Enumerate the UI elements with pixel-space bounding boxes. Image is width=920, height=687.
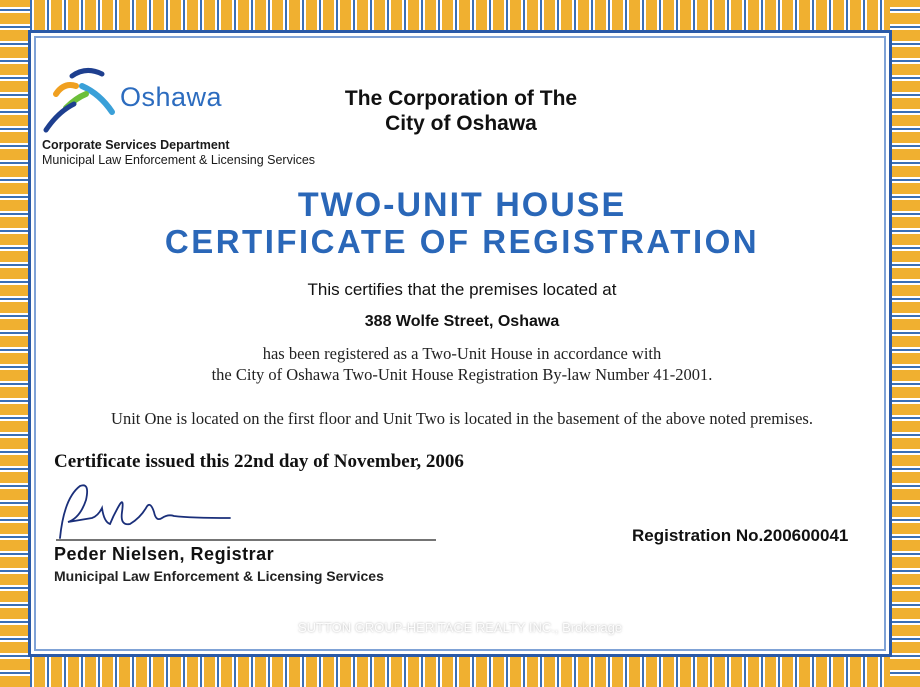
corporation-line2: City of Oshawa bbox=[385, 112, 537, 135]
registration-statement-line1: has been registered as a Two-Unit House in accordance with bbox=[262, 344, 662, 363]
certificate-title-line2: CERTIFICATE OF REGISTRATION bbox=[164, 223, 760, 260]
registration-statement bbox=[140, 343, 784, 385]
certificate-title-line1: TWO-UNIT HOUSE bbox=[297, 186, 627, 224]
department-name: Corporate Services Department bbox=[42, 138, 230, 152]
certificate-border-left bbox=[0, 0, 30, 687]
premises-address: 388 Wolfe Street, Oshawa bbox=[364, 313, 560, 330]
registrar-name: Peder Nielsen, Registrar bbox=[54, 544, 275, 564]
certificate-title bbox=[40, 186, 884, 260]
issue-date-statement: Certificate issued this 22nd day of November, 2006 bbox=[54, 451, 464, 472]
registrar-signature-icon bbox=[50, 478, 450, 548]
certificate-border-right bbox=[890, 0, 920, 687]
registrar-department: Municipal Law Enforcement & Licensing Services bbox=[54, 568, 384, 584]
logo-wordmark: Oshawa bbox=[120, 82, 223, 112]
registration-number: Registration No.200600041 bbox=[632, 526, 849, 545]
department-division: Municipal Law Enforcement & Licensing Services bbox=[42, 153, 316, 167]
corporation-line1: The Corporation of The bbox=[344, 87, 578, 110]
registration-statement-line2: the City of Oshawa Two-Unit House Registration By-law Number 41-2001. bbox=[211, 365, 713, 384]
corporation-heading bbox=[296, 86, 626, 136]
department-block bbox=[42, 138, 315, 168]
brokerage-watermark: SUTTON GROUP-HERITAGE REALTY INC., Brokerage bbox=[297, 620, 623, 635]
units-statement: Unit One is located on the first floor and Unit Two is located in the basement of the above noted premises. bbox=[111, 409, 813, 428]
certifies-text: This certifies that the premises located at bbox=[307, 280, 617, 299]
